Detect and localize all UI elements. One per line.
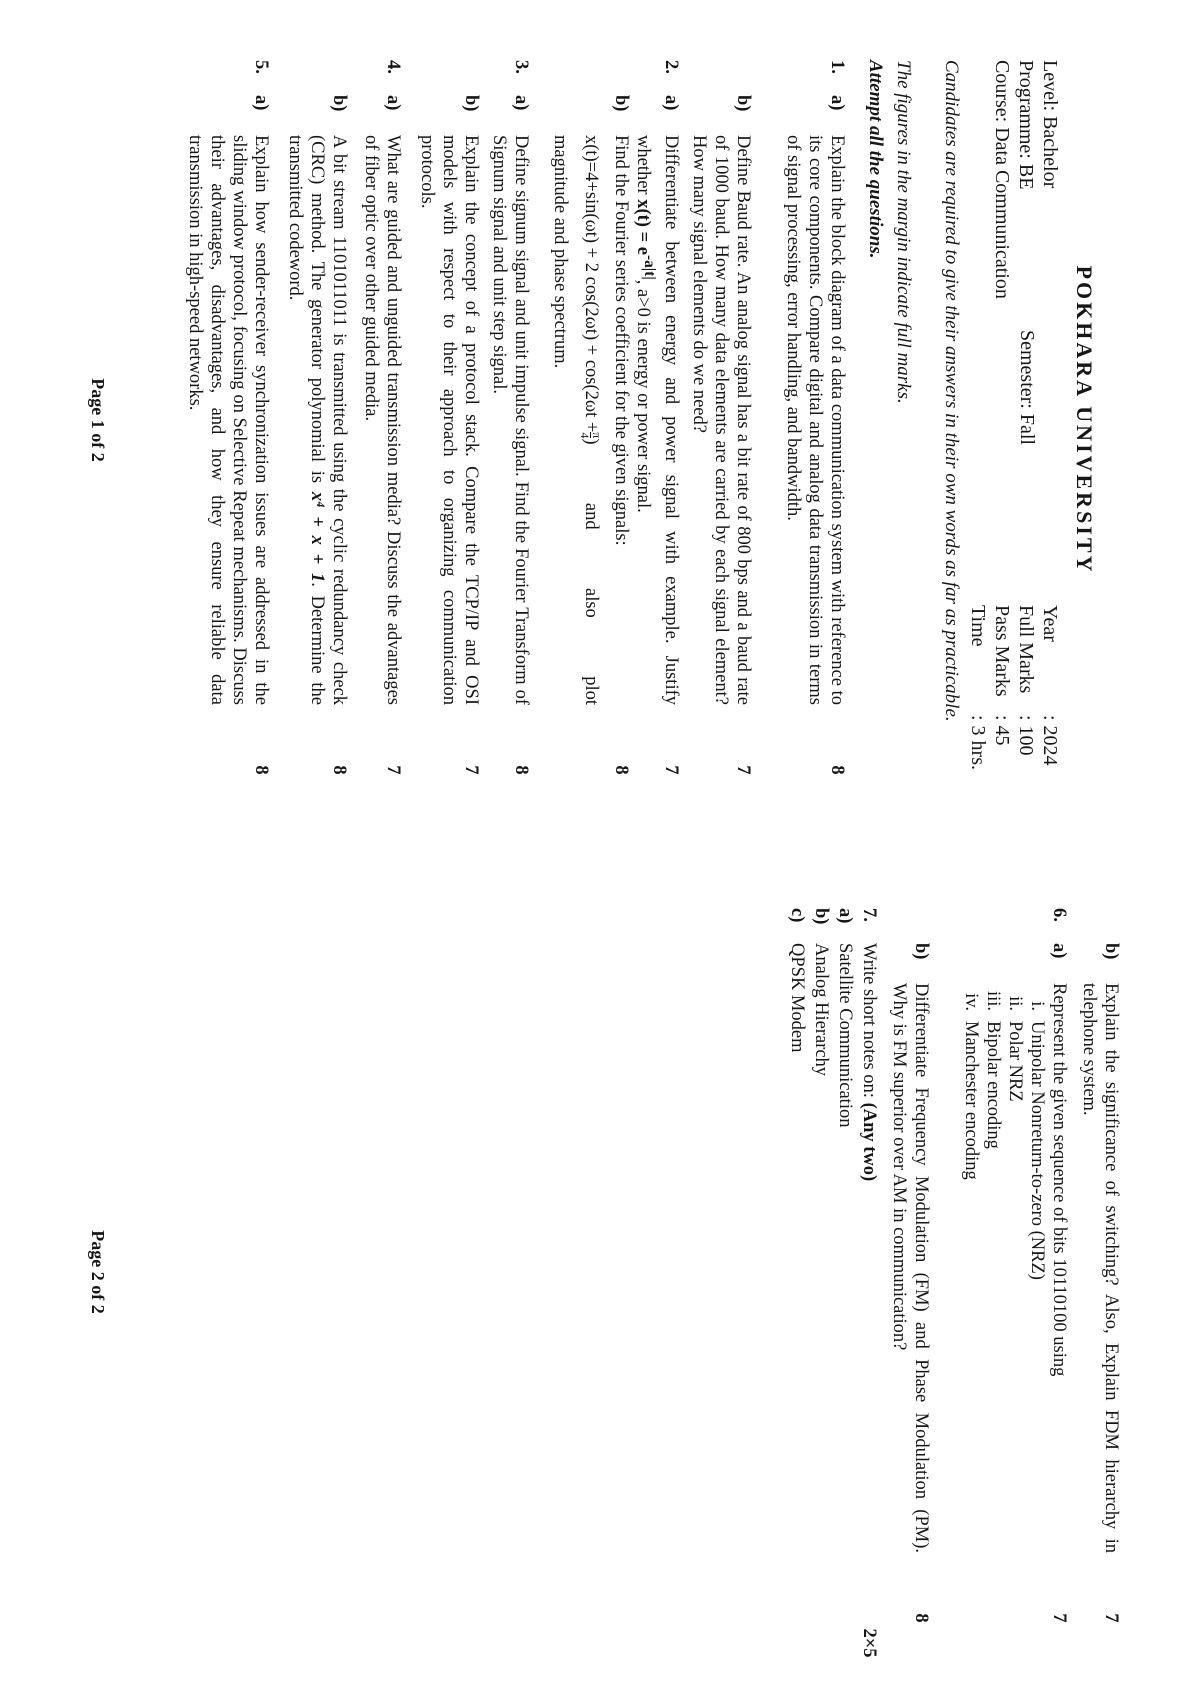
time-row: Time : 3 hrs.: [967, 605, 989, 770]
page-2: b) Explain the significance of switching? Also, Explain FDM hierarchy in telephone system. 7 6. a) Represent the given sequence of bits 10110100 using i.Unipolar Nonreturn-to-zero (NRZ) ii.Polar NRZ iii.Bipolar encoding iv.Manchester encoding 7 b) Differentiate Frequency Modulation (FM) and Phase Modulation (PM). Why is FM superior over AM in communication? 8 7. Write short notes on: (Any two) 2×5 a) Satellite Communication b) Analog Hierarchy c) QPSK Modem Page 2 of 2: [0, 848, 1200, 1696]
instruction-candidates: Candidates are required to give their answers in their own words as far as practicable.: [941, 60, 962, 722]
encoding-item-1: i.Unipolar Nonreturn-to-zero (NRZ): [1027, 1001, 1047, 1280]
full-marks-row: Full Marks : 100: [1015, 605, 1037, 756]
course: Course: Data Communication: [991, 60, 1013, 299]
programme: Programme: BE: [1015, 60, 1037, 190]
page-2-footer: Page 2 of 2: [88, 1230, 108, 1314]
fourier-formula: x(t)=4+sin(ωt) + 2 cos(2ωt) + cos(2ωt + π 4 ) and also plot: [577, 135, 604, 705]
semester: Semester: Fall: [1016, 330, 1038, 445]
instruction-figures: The figures in the margin indicate full marks.: [893, 60, 914, 404]
generator-polynomial: x⁴ + x + 1: [307, 491, 327, 583]
header-right-block: [966, 605, 1062, 770]
page-1: POKHARA UNIVERSITY Level: Bachelor Programme: BE Course: Data Communication Semester: Fall Year : 2024 Full Marks : 100 Pass Marks : 45 Time : 3 hrs. Candidates are required to give their answers in their own words as far as practicable. The figures in the margin indicate full marks. Attempt all the questions. 1. a) Explain the block diagram of a data communication system with reference to its core components. Compare digital and analog data transmission in terms of signal processing, error handling, and bandwidth. 8 b) Define Baud rate. An analog signal has a bit rate of 800 bps and a baud rate of 1000 baud. How many data elements are carried by each signal element? How many signal elements do we need? 7 2. a) Differentiate between energy and power signal with example. Justify whether $x(t) = e^{-a|t|}$, a>0 is energy or power signal. 7 b) Find the Fourier series coefficient for the given signals: x(t)=4+sin(ωt) + 2 cos(2ωt) + cos(2ωt + π 4 ) and also plot magnitude and phase spectrum. 8 3. a) Define signum signal and unit impulse signal. Find the Fourier Transform of Signum signal and unit step signal. 8 b) Explain the concept of a protocol stack. Compare the TCP/IP and OSI models with respect to their approach to organizing communication protocols. 7 4. a) What are guided and unguided transmission media? Discuss the advantages of fiber optic over other guided media. 7 b) A bit stream 1101011011 is transmitted using the cyclic redundancy check (CRC) method. The generator polynomial is x⁴ + x + 1. Determine the transmitted codeword. 8 5. a) Explain how sender-receiver synchronization issues are addressed in the sliding window protocol, focusing on Selective Repeat mechanisms. Discuss their advantages, disadvantages, and how they ensure reliable data transmission in high-speed networks. 8 Page 1 of 2: [0, 0, 1200, 840]
encoding-item-2: ii.Polar NRZ: [1005, 996, 1025, 1102]
pass-marks-row: Pass Marks : 45: [991, 605, 1013, 746]
signal-expression: $x(t) = e^{-a|t|}$: [632, 199, 658, 280]
encoding-item-3: iii.Bipolar encoding: [983, 990, 1003, 1149]
page-1-footer: Page 1 of 2: [88, 378, 108, 462]
instruction-attempt: Attempt all the questions.: [865, 60, 886, 259]
header-left-block: [990, 60, 1062, 299]
year-row: Year : 2024: [1039, 605, 1061, 766]
level: Level: Bachelor: [1039, 60, 1061, 189]
university-title: POKHARA UNIVERSITY: [1072, 265, 1097, 575]
pi-over-4-fraction: π 4: [577, 432, 604, 439]
encoding-item-4: iv.Manchester encoding: [961, 993, 981, 1180]
